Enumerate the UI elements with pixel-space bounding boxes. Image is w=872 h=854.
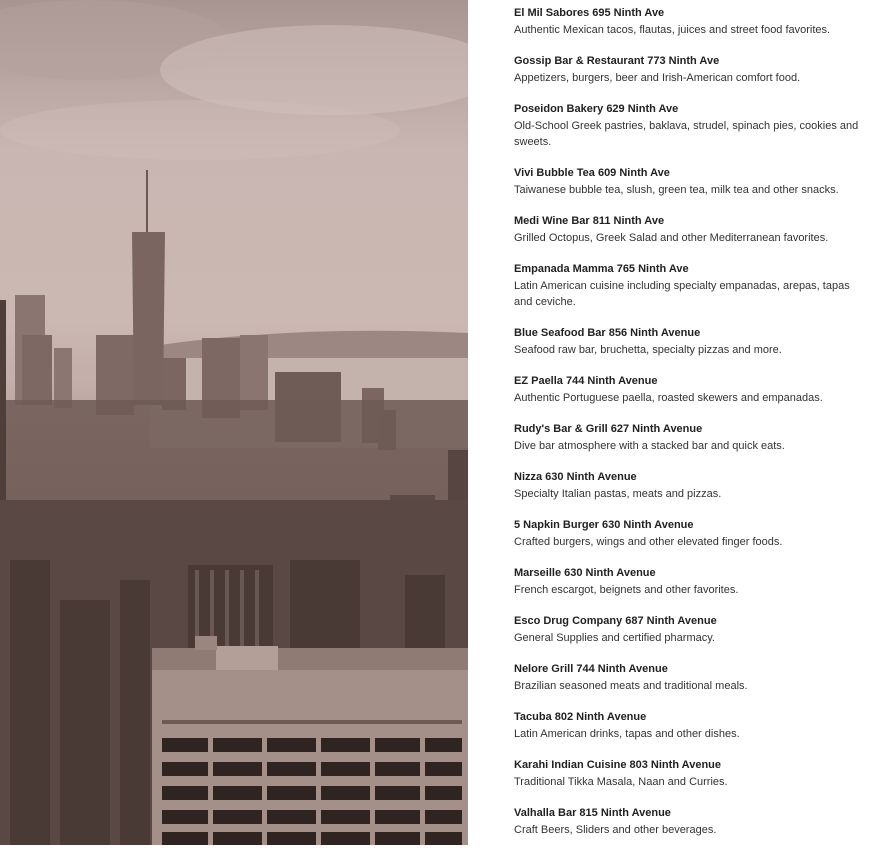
entry-description: Seafood raw bar, bruchetta, specialty pizzas and more. [514, 344, 782, 356]
entry-title: Medi Wine Bar 811 Ninth Ave [514, 215, 665, 227]
entry-description: Appetizers, burgers, beer and Irish-American comfort food. [514, 72, 801, 84]
list-item [514, 262, 859, 310]
entry-title: Rudy's Bar & Grill 627 Ninth Avenue [514, 423, 703, 435]
list-item [514, 166, 859, 198]
list-item [514, 374, 859, 406]
entry-title: Blue Seafood Bar 856 Ninth Avenue [514, 327, 701, 339]
entry-description: Brazilian seasoned meats and traditional meals. [514, 680, 748, 692]
entry-description: Latin American cuisine including specialty empanadas, arepas, tapas and ceviche. [514, 280, 850, 308]
entry-description: French escargot, beignets and other favorites. [514, 584, 739, 596]
entry-description: Crafted burgers, wings and other elevated finger foods. [514, 536, 783, 548]
entry-description: Dive bar atmosphere with a stacked bar and quick eats. [514, 440, 785, 452]
entry-title: Empanada Mamma 765 Ninth Ave [514, 263, 689, 275]
entry-title: Poseidon Bakery 629 Ninth Ave [514, 103, 679, 115]
entry-description: Traditional Tikka Masala, Naan and Curries. [514, 776, 728, 788]
list-item [514, 710, 859, 742]
list-item [514, 102, 859, 150]
entry-description: Taiwanese bubble tea, slush, green tea, milk tea and other snacks. [514, 184, 839, 196]
list-item [514, 518, 859, 550]
entry-title: EZ Paella 744 Ninth Avenue [514, 375, 658, 387]
entry-title: Valhalla Bar 815 Ninth Avenue [514, 807, 671, 819]
entry-description: Authentic Portuguese paella, roasted skewers and empanadas. [514, 392, 823, 404]
entry-title: Marseille 630 Ninth Avenue [514, 567, 656, 579]
list-item [514, 326, 859, 358]
list-item [514, 54, 859, 86]
list-item [514, 566, 859, 598]
entry-description: Old-School Greek pastries, baklava, strudel, spinach pies, cookies and sweets. [514, 120, 859, 148]
entry-title: 5 Napkin Burger 630 Ninth Avenue [514, 519, 694, 531]
entry-title: Nizza 630 Ninth Avenue [514, 471, 637, 483]
list-item [514, 758, 859, 790]
entry-description: Grilled Octopus, Greek Salad and other Mediterranean favorites. [514, 232, 829, 244]
list-item [514, 806, 859, 838]
entry-description: Latin American drinks, tapas and other dishes. [514, 728, 740, 740]
list-item [514, 6, 859, 38]
entry-description: General Supplies and certified pharmacy. [514, 632, 715, 644]
entry-title: Nelore Grill 744 Ninth Avenue [514, 663, 668, 675]
list-item [514, 614, 859, 646]
entry-title: Esco Drug Company 687 Ninth Avenue [514, 615, 717, 627]
entry-title: Tacuba 802 Ninth Avenue [514, 711, 647, 723]
entry-title: Vivi Bubble Tea 609 Ninth Ave [514, 167, 670, 179]
list-item [514, 470, 859, 502]
restaurant-list [514, 6, 859, 854]
entry-description: Craft Beers, Sliders and other beverages. [514, 824, 717, 836]
list-item [514, 214, 859, 246]
entry-title: El Mil Sabores 695 Ninth Ave [514, 7, 665, 19]
entry-description: Specialty Italian pastas, meats and pizzas. [514, 488, 722, 500]
entry-description: Authentic Mexican tacos, flautas, juices and street food favorites. [514, 24, 831, 36]
entry-title: Karahi Indian Cuisine 803 Ninth Avenue [514, 759, 722, 771]
list-item [514, 422, 859, 454]
list-item [514, 662, 859, 694]
entry-title: Gossip Bar & Restaurant 773 Ninth Ave [514, 55, 720, 67]
